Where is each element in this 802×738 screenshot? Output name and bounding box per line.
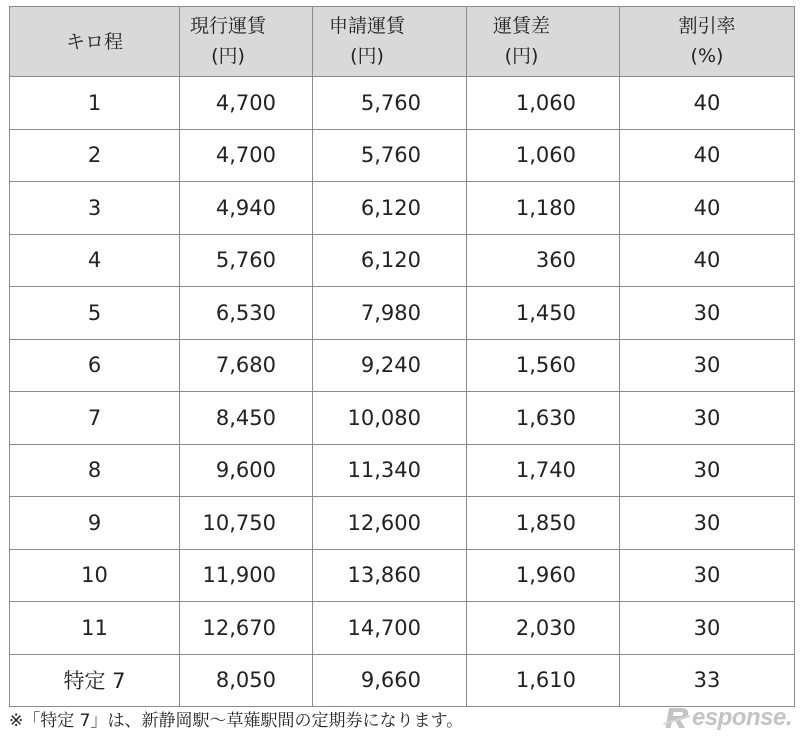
header-current-fare [180,7,313,77]
cell-applied-fare: 12,600 [313,497,467,550]
cell-applied-fare: 13,860 [313,549,467,602]
response-logo [663,703,792,733]
header-applied-fare-line: (円) [350,45,384,67]
cell-fare-difference: 360 [467,234,620,287]
cell-km: 10 [10,549,180,602]
table-row [10,549,795,602]
cell-applied-fare: 5,760 [313,77,467,130]
header-fare-difference-line: (円) [504,45,539,67]
cell-km: 6 [10,339,180,392]
cell-fare-difference: 1,450 [467,287,620,340]
cell-discount-rate: 30 [620,497,795,550]
cell-applied-fare: 9,660 [313,654,467,707]
cell-applied-fare: 6,120 [313,182,467,235]
header-fare-difference-line: 運賃差 [492,15,550,37]
cell-fare-difference: 1,180 [467,182,620,235]
cell-discount-rate: 40 [620,234,795,287]
cell-discount-rate: 30 [620,602,795,655]
cell-applied-fare: 6,120 [313,234,467,287]
cell-current-fare: 4,700 [180,77,313,130]
cell-km: 8 [10,444,180,497]
cell-applied-fare: 9,240 [313,339,467,392]
cell-current-fare: 8,450 [180,392,313,445]
table-row [10,654,795,707]
cell-discount-rate: 30 [620,549,795,602]
header-km [10,7,180,77]
header-row [10,7,795,77]
cell-km: 特定 7 [10,654,180,707]
cell-fare-difference: 2,030 [467,602,620,655]
cell-fare-difference: 1,960 [467,549,620,602]
table-row [10,234,795,287]
table-row [10,497,795,550]
table-row [10,444,795,497]
header-current-fare-line: 現行運賃 [189,15,266,37]
cell-km: 9 [10,497,180,550]
header-discount-rate [620,7,795,77]
header-discount-rate-line: (%) [690,45,724,67]
table-row [10,287,795,340]
cell-discount-rate: 30 [620,444,795,497]
cell-discount-rate: 30 [620,287,795,340]
cell-fare-difference: 1,060 [467,129,620,182]
header-applied-fare-line: 申請運賃 [328,15,405,37]
cell-discount-rate: 33 [620,654,795,707]
cell-current-fare: 4,940 [180,182,313,235]
header-fare-difference [467,7,620,77]
cell-fare-difference: 1,630 [467,392,620,445]
table-row [10,182,795,235]
cell-discount-rate: 40 [620,77,795,130]
fare-table-body [10,77,795,707]
header-discount-rate-line: 割引率 [678,15,736,37]
cell-applied-fare: 7,980 [313,287,467,340]
cell-km: 1 [10,77,180,130]
fare-table [9,6,795,707]
cell-fare-difference: 1,610 [467,654,620,707]
header-applied-fare [313,7,467,77]
cell-discount-rate: 40 [620,129,795,182]
cell-fare-difference: 1,560 [467,339,620,392]
cell-km: 4 [10,234,180,287]
cell-current-fare: 8,050 [180,654,313,707]
footnote: ※「特定 7」は、新静岡駅～草薙駅間の定期券になります。 [9,711,464,731]
table-row [10,602,795,655]
table-row [10,129,795,182]
cell-km: 7 [10,392,180,445]
cell-fare-difference: 1,740 [467,444,620,497]
header-current-fare-line: (円) [211,45,245,67]
logo-text: esponse. [691,704,792,731]
table-row [10,77,795,130]
cell-current-fare: 5,760 [180,234,313,287]
cell-applied-fare: 11,340 [313,444,467,497]
cell-km: 2 [10,129,180,182]
cell-km: 5 [10,287,180,340]
table-row [10,392,795,445]
header-km-line: キロ程 [65,30,123,53]
cell-current-fare: 4,700 [180,129,313,182]
cell-applied-fare: 10,080 [313,392,467,445]
cell-discount-rate: 30 [620,392,795,445]
response-r-icon [663,705,691,731]
cell-current-fare: 12,670 [180,602,313,655]
cell-discount-rate: 30 [620,339,795,392]
cell-current-fare: 10,750 [180,497,313,550]
table-row [10,339,795,392]
cell-current-fare: 9,600 [180,444,313,497]
cell-fare-difference: 1,060 [467,77,620,130]
cell-fare-difference: 1,850 [467,497,620,550]
cell-applied-fare: 14,700 [313,602,467,655]
cell-current-fare: 7,680 [180,339,313,392]
fare-table-header [10,7,795,77]
cell-km: 11 [10,602,180,655]
cell-current-fare: 6,530 [180,287,313,340]
cell-discount-rate: 40 [620,182,795,235]
cell-current-fare: 11,900 [180,549,313,602]
cell-km: 3 [10,182,180,235]
cell-applied-fare: 5,760 [313,129,467,182]
